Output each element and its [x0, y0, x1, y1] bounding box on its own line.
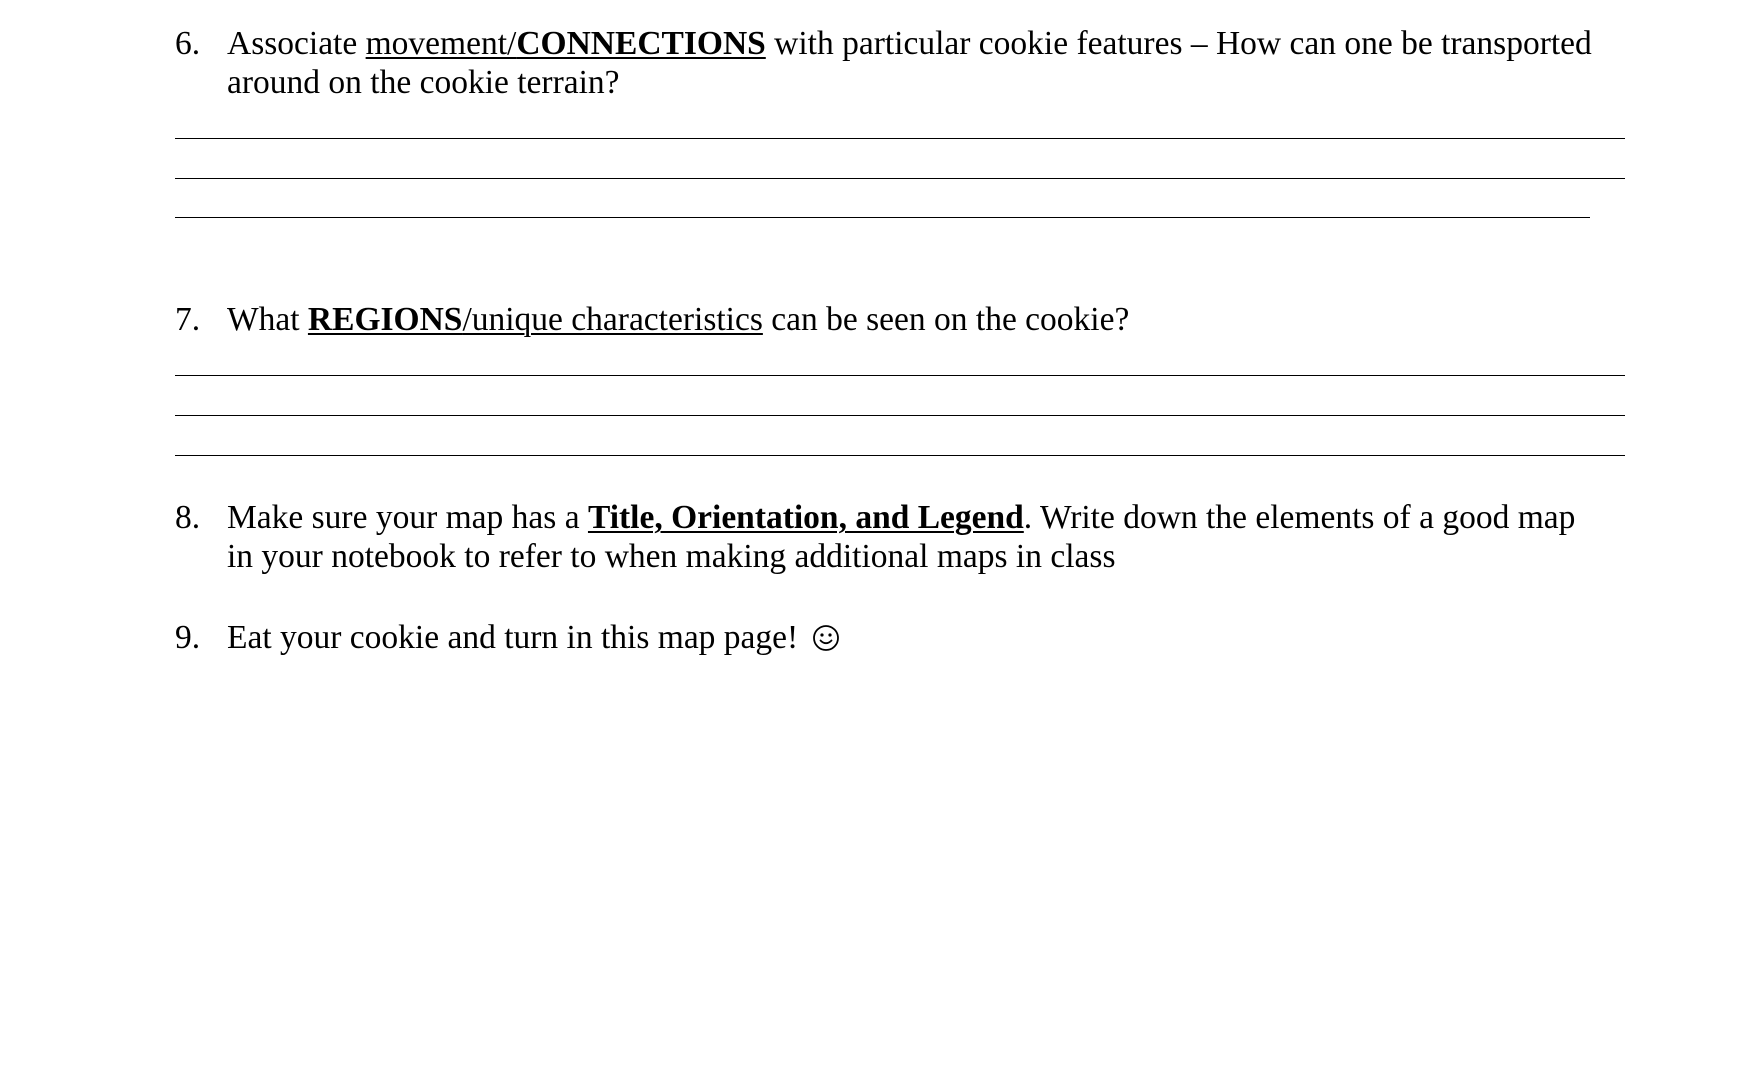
question-text: What REGIONS/unique characteristics can be seen on the cookie? — [227, 301, 1130, 338]
question-9 — [175, 618, 1635, 661]
underlined-term: movement/ — [365, 25, 517, 62]
question-text: Eat your cookie and turn in this map page! — [227, 618, 1635, 661]
smiley-face-icon — [812, 622, 840, 661]
question-number: 9. — [175, 619, 201, 656]
underlined-term: /unique characteristics — [462, 301, 763, 338]
underlined-bold-term: REGIONS — [307, 301, 463, 338]
question-6 — [175, 24, 1635, 102]
question-text-line2: around on the cookie terrain? — [227, 64, 620, 101]
answer-line[interactable] — [175, 178, 1625, 179]
question-text: Make sure your map has a Title, Orientation, and Legend. Write down the elements of a good map — [227, 499, 1576, 536]
underlined-bold-term: CONNECTIONS — [516, 25, 766, 62]
question-text: Associate movement/CONNECTIONS with particular cookie features – How can one be transported — [227, 25, 1592, 62]
answer-line[interactable] — [175, 455, 1625, 456]
answer-line[interactable] — [175, 138, 1625, 139]
underlined-bold-term: Title, Orientation, and Legend — [587, 499, 1024, 536]
question-text-line2: in your notebook to refer to when making additional maps in class — [227, 538, 1116, 575]
question-number: 8. — [175, 499, 201, 536]
question-number: 6. — [175, 25, 201, 62]
answer-line[interactable] — [175, 217, 1590, 218]
question-8 — [175, 498, 1635, 576]
question-number: 7. — [175, 301, 201, 338]
question-7 — [175, 300, 1635, 339]
answer-line[interactable] — [175, 375, 1625, 376]
answer-line[interactable] — [175, 415, 1625, 416]
